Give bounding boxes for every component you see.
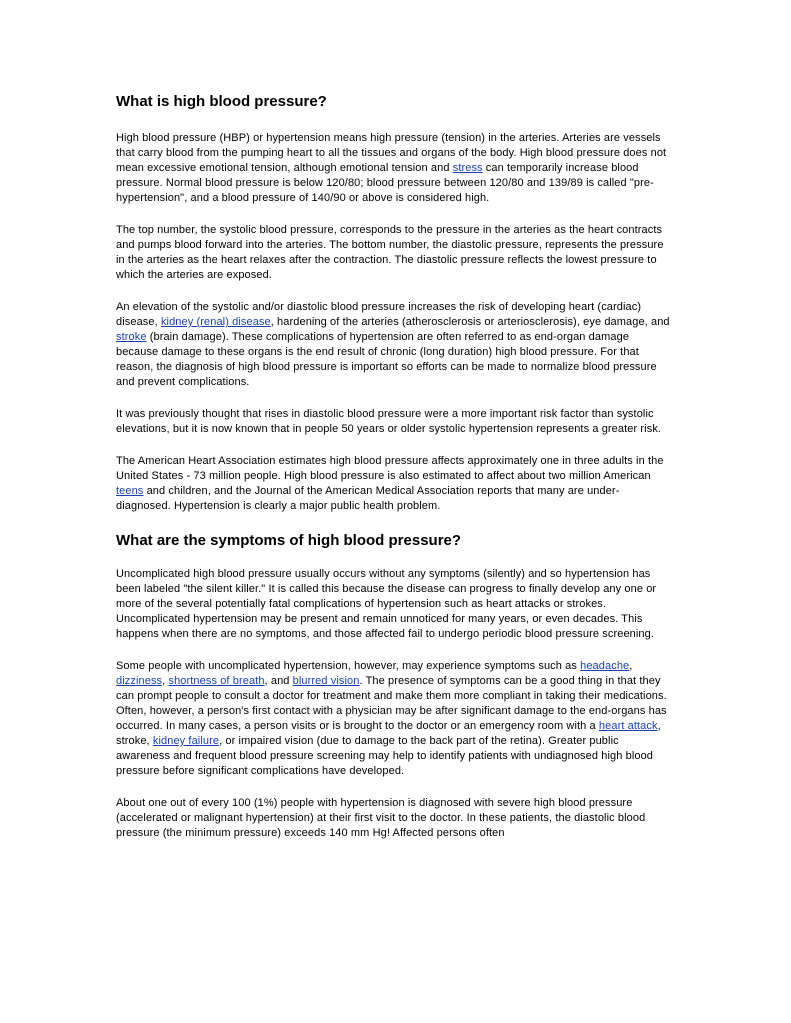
text-run: . The presence of symptoms can be a good thing in that they can prompt people to consult a doctor for treatment and make them more compliant in taking their medications. Often, however, a person's first contact with a physician may be after significant damage to the end-organs has occurred. In many cases, a person visits or is brought to the doctor or an emergency room with a <box>116 675 667 732</box>
text-run: The American Heart Association estimates high blood pressure affects approximately one in three adults in the United States - 73 million people. High blood pressure is also estimated to affect about two million American <box>116 455 664 482</box>
text-run: , hardening of the arteries (atherosclerosis or arteriosclerosis), eye damage, and <box>270 316 670 328</box>
text-run: High blood pressure (HBP) or hypertension means high pressure (tension) in the arteries. Arteries are vessels that carry blood from the pumping heart to all the tissues and organs of the body. High blood pressure does not mean excessive emotional tension, although emotional tension and <box>116 132 667 174</box>
section-heading-what-is: What is high blood pressure? <box>116 93 327 110</box>
link-dizziness[interactable]: dizziness <box>116 675 163 687</box>
text-run: An elevation of the systolic and/or diastolic blood pressure increases the risk of developing heart (cardiac) disease, <box>116 301 642 328</box>
paragraph-systolic-diastolic: The top number, the systolic blood pressure, corresponds to the pressure in the arteries as the heart contracts and pumps blood forward into the arteries. The bottom number, the diastolic pressure, represents the pressure in the arteries as the heart relaxes after the contraction. The diastolic pressure reflects the lowest pressure to which the arteries are exposed. <box>116 224 664 281</box>
text-run: , and <box>264 675 293 687</box>
paragraph-risk-factor: It was previously thought that rises in diastolic blood pressure were a more important risk factor than systolic elevations, but it is now known that in people 50 years or older systolic hypertension represents a greater risk. <box>116 408 662 435</box>
paragraph-complications <box>116 300 674 390</box>
text-run: , <box>162 675 169 687</box>
text-run: , <box>629 660 633 672</box>
link-stress[interactable]: stress <box>452 162 483 174</box>
link-heart-attack[interactable]: heart attack <box>598 720 658 732</box>
link-shortness-of-breath[interactable]: shortness of breath <box>168 675 265 687</box>
text-run: , stroke, <box>116 720 661 747</box>
link-kidney-failure[interactable]: kidney failure <box>152 735 220 747</box>
paragraph-symptoms <box>116 659 674 779</box>
paragraph-malignant-hypertension: About one out of every 100 (1%) people with hypertension is diagnosed with severe high blood pressure (accelerated or malignant hypertension) at their first visit to the doctor. In these patients, the diastolic blood pressure (the minimum pressure) exceeds 140 mm Hg! Affected persons often <box>116 797 646 839</box>
text-run: can temporarily increase blood pressure. Normal blood pressure is below 120/80; blood pressure between 120/80 and 139/89 is called "pre-hypertension", and a blood pressure of 140/90 or above is considered high. <box>116 162 654 204</box>
document-page <box>116 93 674 858</box>
paragraph-definition <box>116 131 674 206</box>
text-run: and children, and the Journal of the American Medical Association reports that many are under-diagnosed. Hypertension is clearly a major public health problem. <box>116 485 620 512</box>
text-run: , or impaired vision (due to damage to the back part of the retina). Greater public awareness and frequent blood pressure screening may help to identify patients with undiagnosed high blood pressure before significant complications have developed. <box>116 735 654 777</box>
text-run: (brain damage). These complications of hypertension are often referred to as end-organ damage because damage to these organs is the end result of chronic (long duration) high blood pressure. For that reason, the diagnosis of high blood pressure is important so efforts can be made to normalize blood pressure and prevent complications. <box>116 331 657 388</box>
link-stroke[interactable]: stroke <box>116 331 147 343</box>
link-headache[interactable]: headache <box>580 660 630 672</box>
link-blurred-vision[interactable]: blurred vision <box>292 675 360 687</box>
link-kidney-disease[interactable]: kidney (renal) disease <box>160 316 271 328</box>
text-run: Some people with uncomplicated hypertension, however, may experience symptoms such as <box>116 660 581 672</box>
section-heading-symptoms: What are the symptoms of high blood pressure? <box>116 532 462 549</box>
link-teens[interactable]: teens <box>116 485 144 497</box>
paragraph-statistics <box>116 454 674 514</box>
paragraph-silent-killer: Uncomplicated high blood pressure usually occurs without any symptoms (silently) and so hypertension has been labeled "the silent killer." It is called this because the disease can progress to finally develop any one or more of the several potentially fatal complications of hypertension such as heart attacks or strokes. Uncomplicated hypertension may be present and remain unnoticed for many years, or even decades. This happens when there are no symptoms, and those affected fail to undergo periodic blood pressure screening. <box>116 568 657 640</box>
